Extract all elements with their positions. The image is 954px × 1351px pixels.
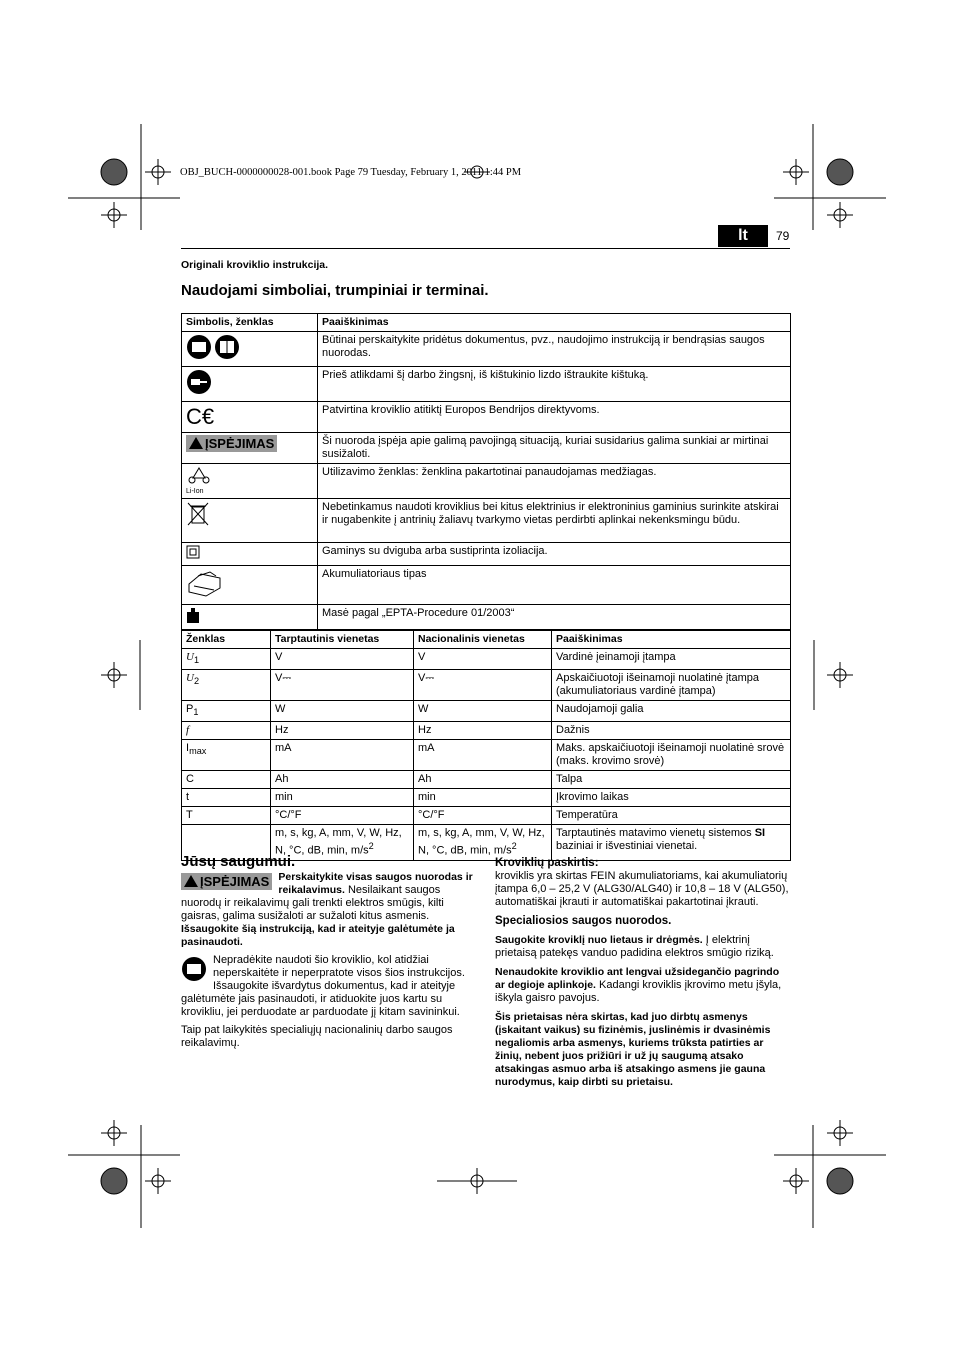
national-units-list: m, s, kg, A, mm, V, W, Hz, N, °C, dB, min, m/s — [418, 827, 545, 858]
sign-symbol: U — [186, 672, 194, 685]
explanation-cell: Vardinė įeinamoji įtampa — [552, 649, 791, 670]
superscript: 2 — [368, 841, 374, 852]
table-row — [182, 499, 791, 543]
sign-symbol: f — [186, 724, 190, 737]
national-unit-cell: Ah — [414, 771, 552, 789]
explanation-cell: Naudojamoji galia — [552, 701, 791, 722]
table-row — [182, 771, 791, 789]
symbols-table — [181, 313, 791, 630]
intl-unit-cell: mA — [271, 740, 414, 771]
special-bold-text: Saugokite kroviklį nuo lietaus ir drėgmės. — [495, 934, 703, 946]
warning-text: Nesilaikant saugos nuorodų ir reikalavimų gali trenkti elektros smūgis, kilti gaisras, galima susižaloti ar sužaloti kitus asmenis. — [181, 884, 444, 922]
safety-title: Jūsų saugumui. — [181, 853, 296, 870]
purpose-text: kroviklis yra skirtas FEIN akumuliatoriams, kai akumuliatorių įtampa 6,0 – 25,2 V (ALG30/ALG40) ir 10,8 – 18 V (ALG50), automatiškai įkrauti ir automatiškai pakartotinai įkrauti. — [495, 870, 789, 908]
intl-unit-cell: W — [271, 701, 414, 722]
explanation-cell: Gaminys su dviguba arba sustiprinta izoliacija. — [318, 543, 791, 566]
col-header-national-unit: Nacionalinis vienetas — [414, 631, 552, 649]
recycling-icon — [186, 466, 212, 484]
explanation-cell: Nebetinkamus naudoti kroviklius bei kitus elektrinius ir elektroninius gaminius surinkite atskirai ir nugabenkite į antrinių žaliavų tvarkymo vietas perdirbti aplinkai nekenksmingu būdu. — [318, 499, 791, 543]
symbol-cell — [182, 566, 318, 605]
table-row — [182, 670, 791, 701]
symbol-cell — [182, 367, 318, 402]
ce-mark-icon: C€ — [186, 404, 215, 429]
col-header-symbol: Simbolis, ženklas — [182, 314, 318, 332]
read-text: Nepradėkite naudoti šio kroviklio, kol atidžiai neperskaitėte ir neperpratote visos šios instrukcijos. Išsaugokite išvardytus dokumentus, kad ir ateityje galėtumėte jais pasinaudoti, ir atiduokite juos kartu su krovikliu, jei perduodate ar parduodate jį kitam savininkui. — [181, 954, 465, 1018]
read-paragraph — [181, 954, 473, 1019]
warning-label: ĮSPĖJIMAS — [205, 436, 275, 451]
sign-subscript: 1 — [193, 707, 199, 718]
table-header-row — [182, 631, 791, 649]
battery-pack-icon — [186, 568, 224, 598]
national-unit-cell: min — [414, 789, 552, 807]
read-manual-icon — [181, 956, 207, 982]
table-row — [182, 789, 791, 807]
warning-label: ĮSPĖJIMAS — [200, 874, 270, 889]
intl-unit-cell: °C/°F — [271, 807, 414, 825]
header-rule — [181, 248, 790, 249]
table-row — [182, 367, 791, 402]
table-row — [182, 464, 791, 499]
explanation-cell: Prieš atlikdami šį darbo žingsnį, iš kištukinio lizdo ištraukite kištuką. — [318, 367, 791, 402]
table-row — [182, 807, 791, 825]
intl-unit-cell: min — [271, 789, 414, 807]
special-paragraph — [495, 1011, 791, 1089]
special-paragraph — [495, 934, 791, 960]
weight-icon — [186, 607, 200, 623]
document-title: Originali kroviklio instrukcija. — [181, 259, 329, 271]
sign-cell — [182, 649, 271, 670]
symbol-cell — [182, 332, 318, 367]
keep-instructions-text: Išsaugokite šią instrukciją, kad ir ateityje galėtumėte ja pasinaudoti. — [181, 923, 455, 948]
explanation-cell: Maks. apskaičiuotoji išeinamoji nuolatinė srovė (maks. krovimo srovė) — [552, 740, 791, 771]
col-header-explanation: Paaiškinimas — [552, 631, 791, 649]
sign-cell: T — [182, 807, 271, 825]
national-unit-cell: °C/°F — [414, 807, 552, 825]
intl-unit-cell: V⎓ — [271, 670, 414, 701]
national-unit-cell: mA — [414, 740, 552, 771]
symbol-cell — [182, 464, 318, 499]
intl-unit-cell: Ah — [271, 771, 414, 789]
warning-triangle-icon — [189, 437, 203, 449]
sign-cell — [182, 701, 271, 722]
special-bold-text: Šis prietaisas nėra skirtas, kad juo dirbtų asmenys (įskaitant vaikus) su fizinėmis, juslinėmis ir dvasinėmis negaliomis arba asmenys, kuriems trūksta patirties ar žinių, nebent juos prižiūri ir už jų saugumą atsako atsakingas asmuo arba iš atsakingo asmens jie gauna nurodymus, kaip dirbti su prietaisu. — [495, 1011, 771, 1088]
national-unit-cell: V — [414, 649, 552, 670]
special-text: Kadangi kroviklis įkrovimo metu įšyla, iškyla gaisro pavojus. — [495, 979, 782, 1004]
special-text: Į elektrinį prietaisą patekęs vanduo padidina elektros smūgio riziką. — [495, 934, 774, 959]
national-unit-cell: W — [414, 701, 552, 722]
symbol-cell — [182, 433, 318, 464]
sign-cell: t — [182, 789, 271, 807]
double-insulation-icon — [186, 545, 200, 559]
symbol-cell — [182, 543, 318, 566]
special-paragraph — [495, 966, 791, 1005]
charger-section — [495, 857, 791, 1095]
special-bold-text: Nenaudokite kroviklio ant lengvai užsidegančio pagrindo ar degioje aplinkoje. — [495, 966, 780, 991]
explanation-cell: Akumuliatoriaus tipas — [318, 566, 791, 605]
explanation-cell: Patvirtina kroviklio atitiktį Europos Bendrijos direktyvoms. — [318, 402, 791, 433]
sign-subscript: 2 — [193, 676, 200, 687]
warning-triangle-icon — [184, 875, 198, 887]
sign-subscript: max — [189, 746, 207, 757]
sign-symbol: P — [186, 703, 194, 716]
book-header: OBJ_BUCH-0000000028-001.book Page 79 Tuesday, February 1, 2011 1:44 PM — [180, 167, 522, 178]
col-header-sign: Ženklas — [182, 631, 271, 649]
purpose-title: Kroviklių paskirtis: — [495, 857, 599, 869]
table-row — [182, 433, 791, 464]
explanation-cell: Temperatūra — [552, 807, 791, 825]
sign-cell — [182, 670, 271, 701]
special-title: Specialiosios saugos nuorodos. — [495, 915, 672, 927]
sign-cell — [182, 722, 271, 740]
warning-bold-text: Perskaitykite visas saugos nuorodas ir reikalavimus. — [278, 871, 473, 896]
explanation-cell: Utilizavimo ženklas: ženklina pakartotinai panaudojamas medžiagas. — [318, 464, 791, 499]
national-unit-cell: V⎓ — [414, 670, 552, 701]
unplug-icon — [186, 369, 212, 395]
crossed-bin-icon — [186, 501, 210, 527]
sign-symbol: U — [186, 651, 194, 663]
symbol-cell — [182, 499, 318, 543]
safety-section — [181, 855, 473, 1050]
sign-cell: C — [182, 771, 271, 789]
table-row — [182, 566, 791, 605]
table-row — [182, 332, 791, 367]
sign-subscript: 1 — [193, 655, 200, 666]
sign-symbol: I — [186, 742, 190, 755]
explanation-cell: Dažnis — [552, 722, 791, 740]
explanation-cell — [552, 825, 791, 861]
intl-unit-cell: Hz — [271, 722, 414, 740]
explanation-text: Tarptautinės matavimo vienetų sistemos — [556, 827, 755, 840]
table-row — [182, 740, 791, 771]
liion-label: Li-Ion — [186, 488, 204, 495]
col-header-explanation: Paaiškinimas — [318, 314, 791, 332]
table-row — [182, 543, 791, 566]
table-row — [182, 605, 791, 630]
sign-cell — [182, 740, 271, 771]
table-row — [182, 402, 791, 433]
col-header-intl-unit: Tarptautinis vienetas — [271, 631, 414, 649]
si-label: SI — [754, 827, 766, 840]
explanation-cell: Būtinai perskaitykite pridėtus dokumentus, pvz., naudojimo instrukciją ir bendrąsias saugos nuorodas. — [318, 332, 791, 367]
warning-paragraph — [181, 871, 473, 923]
explanation-text: baziniai ir išvestiniai vienetai. — [556, 840, 698, 853]
page-number: 79 — [776, 229, 790, 243]
explanation-cell: Įkrovimo laikas — [552, 789, 791, 807]
symbol-cell — [182, 402, 318, 433]
read-manual-icon — [186, 334, 242, 360]
table-header-row — [182, 314, 791, 332]
superscript: 2 — [511, 841, 517, 852]
explanation-cell: Masė pagal „EPTA-Procedure 01/2003“ — [318, 605, 791, 630]
table-row — [182, 722, 791, 740]
table-row — [182, 701, 791, 722]
intl-unit-cell: V — [271, 649, 414, 670]
explanation-cell: Ši nuoroda įspėja apie galimą pavojingą situaciją, kuriai susidarius galima sunkiai ar mirtinai susižaloti. — [318, 433, 791, 464]
intl-units-list: m, s, kg, A, mm, V, W, Hz, N, °C, dB, min, m/s — [275, 827, 402, 858]
section-title: Naudojami simboliai, trumpiniai ir terminai. — [181, 282, 489, 299]
units-table — [181, 630, 791, 861]
warning-badge — [186, 435, 277, 452]
warning-badge — [181, 873, 272, 890]
table-row — [182, 649, 791, 670]
explanation-cell: Talpa — [552, 771, 791, 789]
national-rules-text: Taip pat laikykitės specialiųjų nacionalinių darbo saugos reikalavimų. — [181, 1024, 453, 1049]
language-badge: lt — [718, 225, 768, 247]
national-unit-cell: Hz — [414, 722, 552, 740]
symbol-cell — [182, 605, 318, 630]
explanation-cell: Apskaičiuotoji išeinamoji nuolatinė įtampa (akumuliatoriaus vardinė įtampa) — [552, 670, 791, 701]
